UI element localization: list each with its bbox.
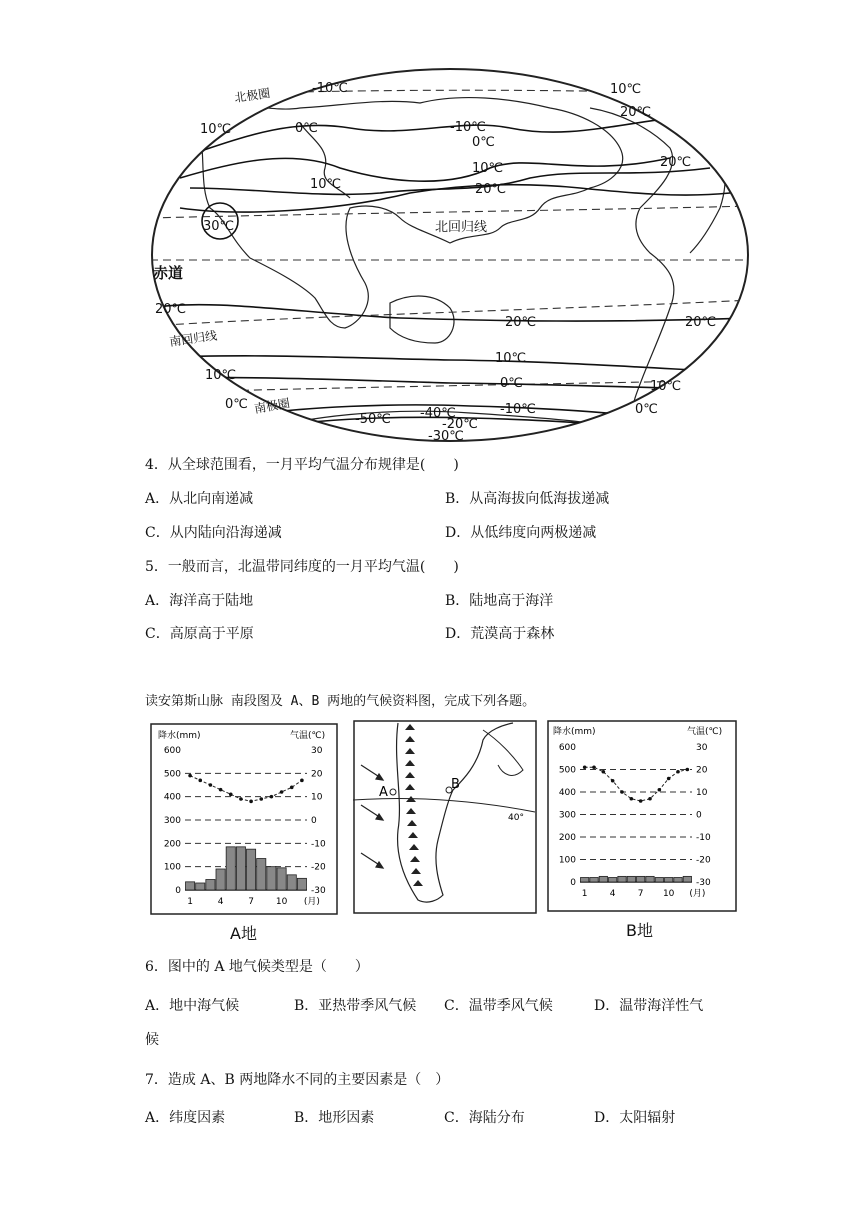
precip-axis-title: 降水(mm) xyxy=(553,727,596,737)
question-4-stem: 4．从全球范围看，一月平均气温分布规律是( ) xyxy=(145,457,459,473)
precip-bar xyxy=(646,876,654,882)
isotherm-label: -40℃ xyxy=(420,406,456,421)
question-6-option-d-wrap: 候 xyxy=(145,1032,159,1048)
precip-tick-label: 300 xyxy=(163,816,181,826)
precip-bar xyxy=(186,882,195,890)
temp-point xyxy=(290,786,294,790)
temp-tick-label: 10 xyxy=(696,788,708,798)
tropic-cancer-label: 北回归线 xyxy=(435,220,488,235)
month-tick-label: 1 xyxy=(581,889,588,899)
isotherm-label: -30℃ xyxy=(428,429,464,444)
month-tick-label: 7 xyxy=(248,897,254,907)
question-5-stem: 5．一般而言，北温带同纬度的一月平均气温( ) xyxy=(145,559,459,575)
temp-point xyxy=(209,783,213,787)
precip-bar xyxy=(226,847,235,890)
precip-tick-label: 500 xyxy=(163,769,181,780)
precip-bar xyxy=(581,878,589,883)
precip-bar xyxy=(655,878,663,883)
question-4-option-a[interactable]: A．从北向南递减 xyxy=(145,491,254,507)
precip-bar xyxy=(277,868,286,890)
temp-axis-title: 气温(℃) xyxy=(687,727,723,737)
month-tick-label: 7 xyxy=(637,889,644,899)
isotherm-label: 0℃ xyxy=(295,121,318,136)
precip-bar xyxy=(674,878,682,883)
climate-chart-b xyxy=(547,720,737,912)
isotherm-label: 20℃ xyxy=(660,155,692,170)
precip-bar xyxy=(267,867,276,890)
temp-tick-label: 0 xyxy=(696,810,702,821)
question-6-option-c[interactable]: C．温带季风气候 xyxy=(444,998,553,1014)
precip-bar xyxy=(247,849,256,890)
question-7-option-c[interactable]: C．海陆分布 xyxy=(444,1110,525,1126)
isotherm-label: 10℃ xyxy=(650,379,682,394)
chart-a-caption: A地 xyxy=(230,924,257,943)
temp-tick-label: 10 xyxy=(311,792,323,803)
question-4-option-c[interactable]: C．从内陆向沿海递减 xyxy=(145,525,282,541)
temp-point xyxy=(583,765,587,769)
precip-tick-label: 600 xyxy=(163,746,181,756)
isotherm-label: 20℃ xyxy=(155,302,187,317)
isotherm-label: -10℃ xyxy=(500,402,536,417)
point-b-label: B xyxy=(451,777,460,792)
temp-point xyxy=(676,770,680,774)
temp-point xyxy=(219,788,223,792)
temp-point xyxy=(270,795,274,799)
precip-tick-label: 200 xyxy=(558,833,576,843)
isotherm-label: -20℃ xyxy=(442,417,478,432)
question-6-option-a[interactable]: A．地中海气候 xyxy=(145,998,240,1014)
climate-chart-a xyxy=(150,723,338,915)
temp-point xyxy=(639,799,643,803)
precip-tick-label: 500 xyxy=(558,765,576,776)
month-tick-label: 4 xyxy=(609,889,616,899)
question-6-option-b[interactable]: B．亚热带季风气候 xyxy=(294,998,417,1014)
equator-label: 赤道 xyxy=(153,264,184,282)
temp-tick-label: 20 xyxy=(311,769,323,780)
temp-point xyxy=(592,765,596,769)
question-7-option-a[interactable]: A．纬度因素 xyxy=(145,1110,226,1126)
precip-bar xyxy=(683,876,691,882)
isotherm-label: 10℃ xyxy=(610,82,642,97)
temp-point xyxy=(300,779,304,783)
temp-point xyxy=(648,797,652,801)
temp-tick-label: -10 xyxy=(696,833,711,843)
precip-axis-title: 降水(mm) xyxy=(158,731,201,741)
isotherm-label: 20℃ xyxy=(475,182,507,197)
precip-bar xyxy=(637,876,645,882)
question-5-option-b[interactable]: B．陆地高于海洋 xyxy=(445,593,554,609)
isotherm-label: -50℃ xyxy=(355,412,391,427)
precip-bar xyxy=(206,880,215,891)
temp-point xyxy=(686,768,690,772)
arctic-circle-label: 北极圈 xyxy=(233,86,272,105)
temp-axis-title: 气温(℃) xyxy=(290,731,326,741)
isotherm-label: 10℃ xyxy=(495,351,527,366)
intro-text: 读安第斯山脉 南段图及 A、B 两地的气候资料图，完成下列各题。 xyxy=(145,694,536,709)
temp-point xyxy=(239,797,243,801)
month-tick-label: 4 xyxy=(217,897,224,907)
temp-point xyxy=(229,793,233,797)
isotherm-label: 10℃ xyxy=(200,122,232,137)
temp-tick-label: -30 xyxy=(696,878,711,888)
isotherm-label: 10℃ xyxy=(310,177,342,192)
precip-tick-label: 0 xyxy=(570,878,576,888)
question-5-option-d[interactable]: D．荒漠高于森林 xyxy=(445,626,555,642)
isotherm-label: 10℃ xyxy=(205,368,237,383)
isotherm-label: 10℃ xyxy=(472,161,504,176)
question-5-option-a[interactable]: A．海洋高于陆地 xyxy=(145,593,254,609)
question-7-option-b[interactable]: B．地形因素 xyxy=(294,1110,375,1126)
question-4-option-b[interactable]: B．从高海拔向低海拔递减 xyxy=(445,491,610,507)
precip-bar xyxy=(216,869,225,890)
precip-bar xyxy=(590,878,598,883)
antarctic-circle-label: 南极圈 xyxy=(253,395,291,416)
question-6-stem: 6．图中的 A 地气候类型是（ ） xyxy=(145,959,369,975)
temp-tick-label: -20 xyxy=(311,862,326,873)
precip-tick-label: 600 xyxy=(558,743,576,753)
precip-bar xyxy=(609,878,617,883)
precip-bar xyxy=(257,859,266,891)
andes-map xyxy=(353,720,537,914)
temp-point xyxy=(611,779,615,783)
isotherm-label: 0℃ xyxy=(225,397,248,412)
month-tick-label: 1 xyxy=(187,897,193,907)
question-7-option-d[interactable]: D．太阳辐射 xyxy=(594,1110,676,1126)
precip-tick-label: 100 xyxy=(558,855,576,866)
isotherm-label: 20℃ xyxy=(620,105,652,120)
isotherm-label: 30℃ xyxy=(203,219,235,234)
precip-bar xyxy=(599,876,607,882)
point-a-label: A xyxy=(379,785,388,800)
temp-tick-label: -10 xyxy=(311,839,326,850)
isotherm-label: 20℃ xyxy=(685,315,717,330)
precip-tick-label: 400 xyxy=(558,788,576,798)
isotherm-label: 0℃ xyxy=(500,376,523,391)
month-unit-label: (月) xyxy=(689,889,706,899)
temp-point xyxy=(249,800,253,804)
precip-bar xyxy=(665,878,673,883)
precip-tick-label: 0 xyxy=(175,886,181,896)
temp-point xyxy=(198,779,202,783)
precip-bar xyxy=(196,883,205,890)
precip-bar xyxy=(618,876,626,882)
precip-tick-label: 400 xyxy=(163,792,181,803)
temp-point xyxy=(188,774,192,778)
temp-tick-label: 30 xyxy=(311,746,323,756)
temp-point xyxy=(658,788,662,792)
month-tick-label: 10 xyxy=(275,897,288,907)
question-6-option-d[interactable]: D．温带海洋性气 xyxy=(594,998,704,1014)
precip-tick-label: 300 xyxy=(558,810,576,821)
temp-point xyxy=(667,777,671,781)
question-4-option-d[interactable]: D．从低纬度向两极递减 xyxy=(445,525,597,541)
temp-tick-label: -20 xyxy=(696,855,711,866)
precip-bar xyxy=(297,878,306,890)
latitude-label: 40° xyxy=(508,813,524,823)
precip-bar xyxy=(627,876,635,882)
precip-bar xyxy=(287,875,296,890)
month-unit-label: (月) xyxy=(303,897,320,907)
temp-point xyxy=(602,770,606,774)
isotherm-label: 0℃ xyxy=(472,135,495,150)
precip-tick-label: 100 xyxy=(163,862,181,873)
temp-point xyxy=(630,797,634,801)
tropic-capricorn-label: 南回归线 xyxy=(168,328,218,349)
question-7-stem: 7．造成 A、B 两地降水不同的主要因素是（ ） xyxy=(145,1072,450,1088)
temp-tick-label: -30 xyxy=(311,886,326,896)
temp-tick-label: 0 xyxy=(311,816,317,826)
world-isotherm-map xyxy=(150,68,750,444)
isotherm-label: 0℃ xyxy=(635,402,658,417)
temp-point xyxy=(259,797,263,801)
precip-tick-label: 200 xyxy=(163,839,181,850)
month-tick-label: 10 xyxy=(662,889,675,899)
isotherm-label: -10℃ xyxy=(312,81,348,96)
temp-point xyxy=(280,790,284,794)
isotherm-label: -10℃ xyxy=(450,120,486,135)
temp-tick-label: 30 xyxy=(696,743,708,753)
temp-tick-label: 20 xyxy=(696,765,708,776)
question-5-option-c[interactable]: C．高原高于平原 xyxy=(145,626,254,642)
temp-point xyxy=(620,790,624,794)
isotherm-label: 20℃ xyxy=(505,315,537,330)
chart-b-caption: B地 xyxy=(626,921,653,940)
precip-bar xyxy=(236,847,245,890)
